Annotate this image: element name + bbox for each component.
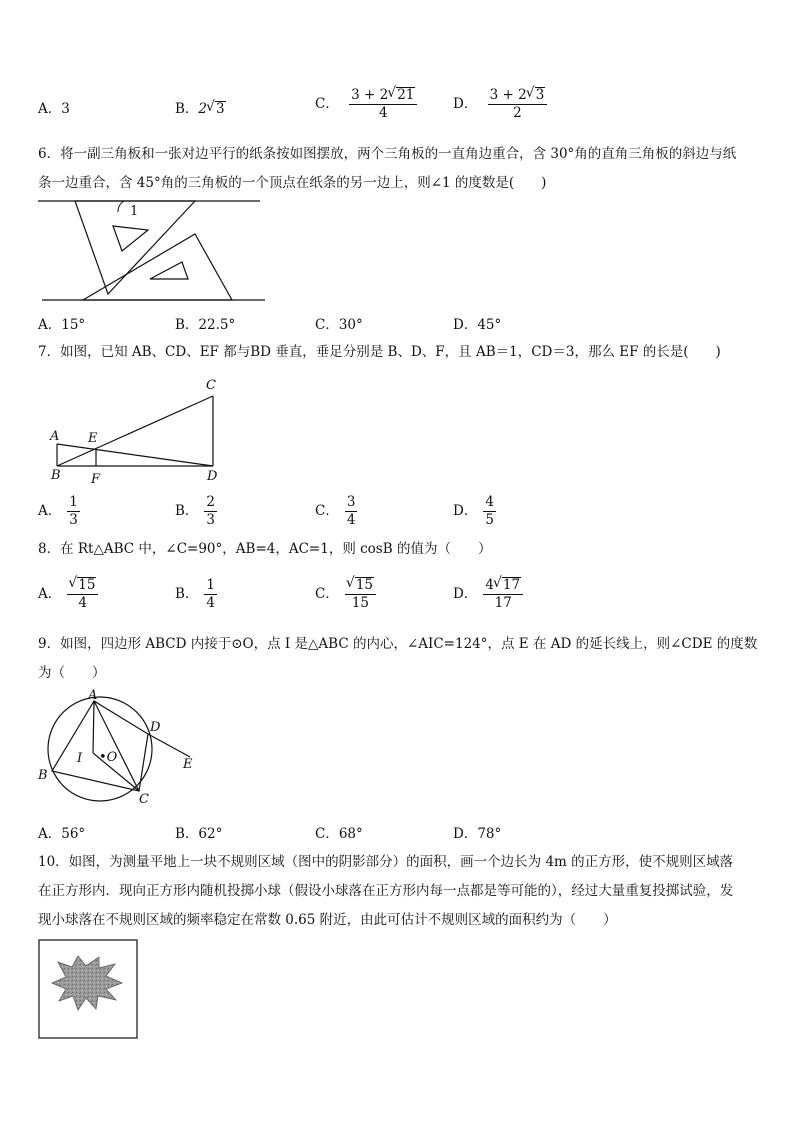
q7-option-a: A． $\frac{1}{3}$ — [38, 494, 78, 528]
q6-text-line-2: 条一边重合，含 45°角的三角板的一个顶点在纸条的另一边上，则∠1 的度数是( ) — [38, 175, 547, 191]
q9-text-line-1: 9．如图，四边形 ABCD 内接于⊙O，点 I 是△ABC 的内心，∠AIC=124°，点 E 在 AD 的延长线上，则∠CDE 的度数 — [38, 636, 758, 652]
label-e: E — [88, 431, 98, 446]
q7-text: 7．如图，已知 AB、CD、EF 都与BD 垂直，垂足分别是 B、D、F，且 AB＝1，CD＝3，那么 EF 的长是( ) — [38, 344, 721, 360]
label-c: C — [139, 792, 149, 807]
irregular-shaded-region — [52, 956, 122, 1010]
q6-option-a: A．15° — [38, 317, 86, 333]
q8-option-d: D． $\frac{4√ 17}{17}$ — [453, 577, 523, 612]
angle-1-label: 1 — [130, 204, 139, 219]
q5-option-c: C． $\frac{3 + 2√ 21}{4}$ — [315, 87, 417, 122]
label-e: E — [183, 757, 193, 772]
q5-option-b: B．2√ 3 — [175, 97, 226, 117]
q10-text-line-1: 10．如图，为测量平地上一块不规则区域（图中的阴影部分）的面积，画一个边长为 4m 的正方形，使不规则区域落 — [38, 854, 734, 870]
q10-text-line-3: 现小球落在不规则区域的频率稳定在常数 0.65 附近，由此可估计不规则区域的面积约为（ ） — [38, 912, 617, 928]
q7-option-b: B． $\frac{2}{3}$ — [175, 494, 216, 528]
q5-option-a: A．3 — [38, 101, 70, 117]
label-b: B — [38, 768, 48, 783]
q9-option-b: B．62° — [175, 826, 223, 842]
q9-option-a: A．56° — [38, 826, 86, 842]
q6-text-line-1: 6．将一副三角板和一张对边平行的纸条按如图摆放，两个三角板的一直角边重合，含 30°角的直角三角板的斜边与纸 — [38, 146, 737, 162]
q7-option-c: C． $\frac{3}{4}$ — [315, 494, 356, 528]
q8-option-a: A． √ $\frac{15}{4}$ — [38, 577, 98, 612]
q9-text-line-2: 为（ ） — [38, 665, 106, 681]
label-d: D — [207, 469, 218, 484]
q6-option-b: B．22.5° — [175, 317, 236, 333]
q9-option-c: C．68° — [315, 826, 363, 842]
q10-figure — [0, 0, 200, 1050]
q8-option-b: B． $\frac{1}{4}$ — [175, 577, 216, 611]
label-b: B — [51, 468, 61, 483]
q9-option-d: D．78° — [453, 826, 502, 842]
label-a: A — [50, 429, 60, 444]
q6-option-d: D．45° — [453, 317, 502, 333]
q8-text: 8．在 Rt△ABC 中，∠C=90°，AB=4，AC=1，则 cosB 的值为（ ） — [38, 541, 492, 557]
q7-option-d: D． $\frac{4}{5}$ — [453, 494, 494, 528]
q6-option-c: C．30° — [315, 317, 363, 333]
label-i: I — [77, 751, 83, 766]
label-o: •O — [99, 750, 118, 765]
label-c: C — [206, 378, 216, 393]
q5-option-d: D． $\frac{3 + 2√ 3}{2}$ — [453, 87, 547, 122]
label-d: D — [150, 720, 161, 735]
label-f: F — [91, 472, 101, 487]
q10-text-line-2: 在正方形内．现向正方形内随机投掷小球（假设小球落在正方形内每一点都是等可能的），经过大量重复投掷试验，发 — [38, 883, 734, 899]
label-a: A — [88, 688, 98, 703]
q8-option-c: C． √ $\frac{15}{15}$ — [315, 577, 376, 612]
